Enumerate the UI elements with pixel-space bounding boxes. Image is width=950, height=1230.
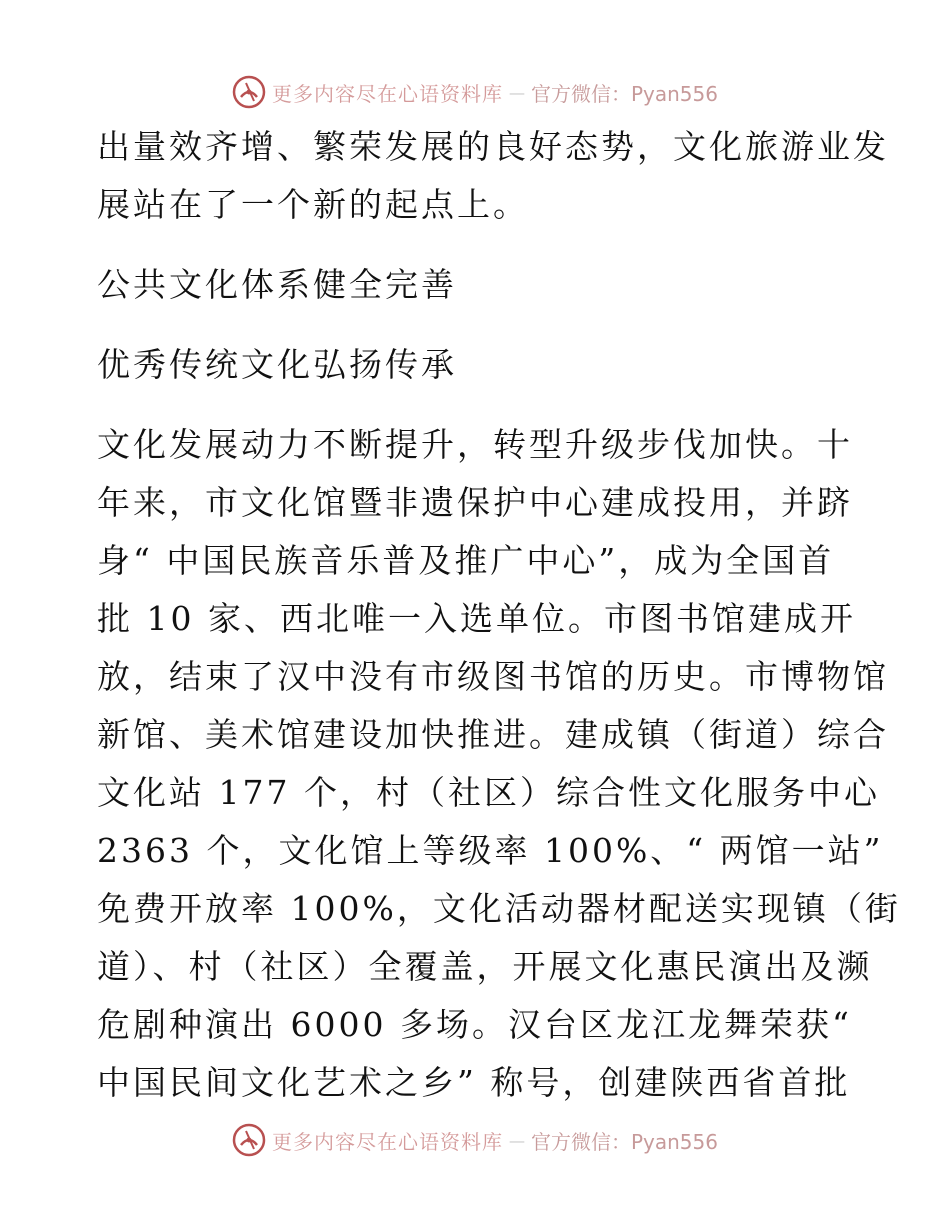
paragraph-line: 展站在了一个新的起点上。	[97, 185, 529, 224]
document-body	[97, 118, 901, 1112]
paragraph-line: 年来，市文化馆暨非遗保护中心建成投用，并跻	[97, 483, 853, 522]
paragraph-line: 危剧种演出 6000 多场。汉台区龙江龙舞荣获“	[97, 1005, 852, 1044]
paragraph-line: 身“ 中国民族音乐普及推广中心”，成为全国首	[97, 541, 835, 580]
paragraph-line: 出量效齐增、繁荣发展的良好态势，文化旅游业发	[97, 127, 889, 166]
watermark-separator: —	[508, 1130, 525, 1150]
watermark-text: 更多内容尽在心语资料库	[271, 81, 503, 106]
paragraph-line: 文化站 177 个，村（社区）综合性文化服务中心	[97, 773, 880, 812]
watermark-contact: 官方微信：Pyan556	[530, 1129, 718, 1154]
paragraph-line: 道）、村（社区）全覆盖，开展文化惠民演出及濒	[97, 947, 873, 986]
paragraph-line: 中国民间文化艺术之乡” 称号，创建陕西省首批	[97, 1063, 851, 1102]
watermark-separator: —	[508, 82, 525, 102]
book-quill-logo-icon	[232, 75, 266, 109]
section-heading: 优秀传统文化弘扬传承	[97, 345, 457, 384]
paragraph-line: 免费开放率 100%，文化活动器材配送实现镇（街	[97, 889, 901, 928]
section-heading: 公共文化体系健全完善	[97, 265, 457, 304]
book-quill-logo-icon	[232, 1123, 266, 1157]
watermark-footer	[0, 1120, 950, 1160]
paragraph-line: 放，结束了汉中没有市级图书馆的历史。市博物馆	[97, 657, 889, 696]
paragraph-line: 2363 个，文化馆上等级率 100%、“ 两馆一站”	[97, 831, 884, 870]
watermark-text: 更多内容尽在心语资料库	[271, 1129, 503, 1154]
paragraph-line: 新馆、美术馆建设加快推进。建成镇（街道）综合	[97, 715, 889, 754]
paragraph-line: 文化发展动力不断提升，转型升级步伐加快。十	[97, 425, 853, 464]
watermark-contact: 官方微信：Pyan556	[530, 81, 718, 106]
watermark-header	[0, 72, 950, 112]
paragraph-line: 批 10 家、西北唯一入选单位。市图书馆建成开	[97, 599, 856, 638]
